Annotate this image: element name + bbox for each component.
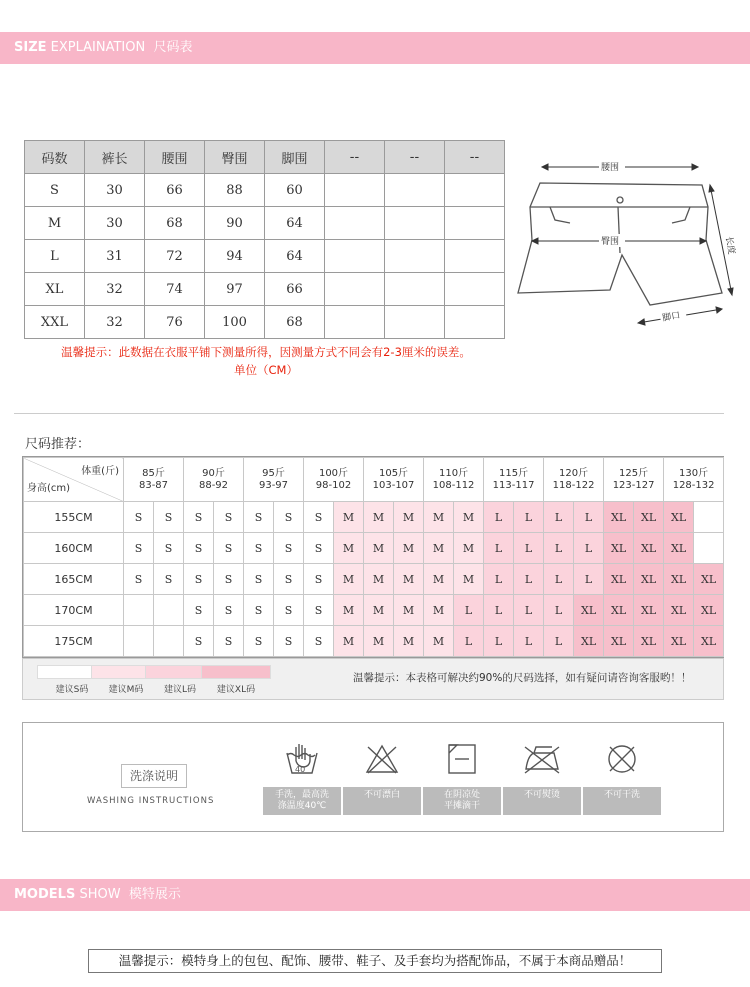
- rec-height-cell: 155CM: [24, 502, 124, 533]
- shorts-measurement-diagram: [510, 145, 745, 345]
- rec-size-cell: M: [334, 626, 364, 657]
- rec-weight-header: [424, 458, 484, 502]
- size-cell: [325, 174, 385, 207]
- accessory-disclaimer: 温馨提示：模特身上的包包、配饰、腰带、鞋子、及手套均为搭配饰品，不属于本商品赠品！: [88, 949, 662, 973]
- rec-size-cell: L: [544, 626, 574, 657]
- rec-weight-jin: 105斤: [378, 467, 409, 479]
- rec-weight-kg: 123-127: [612, 479, 655, 491]
- rec-size-cell: S: [244, 502, 274, 533]
- size-table: [24, 140, 505, 339]
- wash-label-2: 涤温度40℃: [277, 801, 327, 811]
- rec-size-cell: XL: [604, 564, 634, 595]
- rec-size-cell: [694, 533, 724, 564]
- rec-weight-kg: 98-102: [315, 479, 352, 491]
- size-header-cell: 码数: [25, 141, 85, 174]
- wash-label-1: 不可熨烫: [523, 790, 560, 800]
- rec-size-cell: [124, 595, 154, 626]
- rec-size-cell: S: [214, 626, 244, 657]
- rec-size-cell: S: [124, 564, 154, 595]
- rec-corner-cell: [24, 458, 124, 502]
- diagram-waist-label: 腰围: [601, 163, 620, 173]
- size-cell: 68: [265, 306, 325, 339]
- rec-size-cell: S: [184, 626, 214, 657]
- rec-weight-header: [664, 458, 724, 502]
- diagram-hem-label: 脚口: [661, 310, 682, 324]
- rec-size-cell: S: [214, 564, 244, 595]
- size-cell: [325, 273, 385, 306]
- rec-size-cell: S: [244, 595, 274, 626]
- rec-size-cell: S: [274, 595, 304, 626]
- rec-table-row: [24, 533, 724, 564]
- size-header-cell: --: [325, 141, 385, 174]
- size-cell: 31: [85, 240, 145, 273]
- rec-size-cell: XL: [664, 626, 694, 657]
- rec-size-cell: L: [544, 533, 574, 564]
- rec-height-cell: 160CM: [24, 533, 124, 564]
- rec-weight-kg: 113-117: [492, 479, 535, 491]
- rec-weight-header: [244, 458, 304, 502]
- no-bleach-icon: [364, 741, 400, 777]
- rec-size-cell: M: [424, 533, 454, 564]
- rec-size-cell: S: [244, 533, 274, 564]
- rec-size-cell: XL: [634, 564, 664, 595]
- rec-weight-jin: 130斤: [679, 467, 709, 479]
- size-header-cell: --: [445, 141, 505, 174]
- rec-size-cell: M: [364, 595, 394, 626]
- size-table-row: [25, 306, 505, 339]
- rec-size-cell: S: [304, 595, 334, 626]
- svg-text:40: 40: [295, 765, 306, 774]
- rec-size-cell: S: [124, 502, 154, 533]
- rec-size-cell: L: [514, 502, 544, 533]
- size-table-row: [25, 273, 505, 306]
- rec-size-cell: S: [214, 502, 244, 533]
- rec-weight-header: [484, 458, 544, 502]
- size-cell: 72: [145, 240, 205, 273]
- wash-label-1: 不可漂白: [363, 790, 400, 800]
- size-cell: XXL: [25, 306, 85, 339]
- rec-size-cell: M: [364, 564, 394, 595]
- size-cell: 90: [205, 207, 265, 240]
- rec-size-cell: S: [154, 502, 184, 533]
- rec-weight-jin: 90斤: [202, 467, 225, 479]
- size-table-row: [25, 207, 505, 240]
- rec-size-cell: XL: [664, 502, 694, 533]
- wash-item-no-dry-clean: [583, 739, 661, 815]
- size-recommend-panel: [22, 456, 724, 658]
- rec-size-cell: S: [274, 502, 304, 533]
- rec-size-cell: M: [334, 595, 364, 626]
- rec-size-cell: M: [364, 533, 394, 564]
- rec-size-cell: XL: [634, 533, 664, 564]
- rec-size-cell: L: [574, 502, 604, 533]
- rec-weight-jin: 95斤: [262, 467, 285, 479]
- size-cell: [445, 306, 505, 339]
- size-cell: [445, 240, 505, 273]
- wash-item-no-bleach: [343, 739, 421, 815]
- size-header-cell: 臀围: [205, 141, 265, 174]
- size-cell: 32: [85, 273, 145, 306]
- shorts-outline-icon: [510, 145, 745, 345]
- rec-size-cell: L: [574, 533, 604, 564]
- rec-size-cell: S: [304, 533, 334, 564]
- washing-panel: [22, 722, 724, 832]
- legend-label: 建议L码: [163, 685, 196, 695]
- rec-size-cell: S: [244, 626, 274, 657]
- size-cell: 66: [145, 174, 205, 207]
- size-cell: 74: [145, 273, 205, 306]
- rec-size-cell: XL: [694, 595, 724, 626]
- rec-size-cell: XL: [604, 502, 634, 533]
- rec-size-cell: XL: [664, 595, 694, 626]
- rec-size-cell: L: [514, 564, 544, 595]
- rec-size-cell: M: [364, 626, 394, 657]
- rec-weight-header: [304, 458, 364, 502]
- rec-size-cell: S: [304, 502, 334, 533]
- rec-weight-header: [184, 458, 244, 502]
- size-cell: S: [25, 174, 85, 207]
- rec-size-cell: M: [394, 564, 424, 595]
- rec-table-row: [24, 502, 724, 533]
- rec-weight-kg: 93-97: [258, 479, 289, 491]
- rec-size-cell: L: [544, 502, 574, 533]
- size-banner-bold: SIZE: [14, 40, 47, 55]
- size-cell: [385, 174, 445, 207]
- rec-size-cell: M: [424, 595, 454, 626]
- washing-title: 洗涤说明: [121, 764, 187, 788]
- rec-size-cell: [154, 595, 184, 626]
- rec-size-cell: XL: [694, 564, 724, 595]
- models-banner: [0, 879, 750, 911]
- rec-size-cell: L: [574, 564, 604, 595]
- rec-size-cell: S: [184, 564, 214, 595]
- wash-label-1: 不可干洗: [603, 790, 640, 800]
- rec-size-cell: S: [124, 533, 154, 564]
- size-cell: [385, 273, 445, 306]
- rec-size-cell: [124, 626, 154, 657]
- rec-size-cell: L: [454, 595, 484, 626]
- size-cell: XL: [25, 273, 85, 306]
- rec-size-cell: S: [214, 595, 244, 626]
- hand-wash-icon: [284, 741, 320, 777]
- size-cell: L: [25, 240, 85, 273]
- rec-weight-jin: 115斤: [499, 467, 529, 479]
- rec-size-cell: M: [364, 502, 394, 533]
- diagram-length-label: 长度: [723, 235, 737, 256]
- rec-size-cell: XL: [634, 502, 664, 533]
- wash-item-dry-flat: [423, 739, 501, 815]
- rec-weight-header: [604, 458, 664, 502]
- rec-size-cell: XL: [604, 595, 634, 626]
- rec-weight-jin: 125斤: [619, 467, 649, 479]
- size-cell: [445, 273, 505, 306]
- rec-size-cell: M: [424, 564, 454, 595]
- rec-size-cell: M: [454, 502, 484, 533]
- size-cell: 100: [205, 306, 265, 339]
- rec-height-cell: 165CM: [24, 564, 124, 595]
- rec-size-cell: XL: [664, 564, 694, 595]
- rec-size-cell: L: [484, 564, 514, 595]
- models-banner-en: SHOW: [79, 887, 121, 902]
- size-cell: 68: [145, 207, 205, 240]
- rec-size-cell: XL: [604, 626, 634, 657]
- size-banner-cn: 尺码表: [153, 40, 193, 55]
- size-cell: 32: [85, 306, 145, 339]
- rec-weight-jin: 110斤: [438, 467, 469, 479]
- rec-height-cell: 175CM: [24, 626, 124, 657]
- size-cell: 88: [205, 174, 265, 207]
- rec-size-cell: M: [394, 626, 424, 657]
- legend-label: 建议XL码: [216, 685, 256, 695]
- rec-weight-kg: 103-107: [372, 479, 415, 491]
- size-cell: 97: [205, 273, 265, 306]
- size-header-cell: 裤长: [85, 141, 145, 174]
- rec-weight-header: [124, 458, 184, 502]
- models-banner-cn: 模特展示: [128, 887, 181, 902]
- size-banner-en: EXPLAINATION: [50, 40, 146, 55]
- rec-size-cell: S: [274, 564, 304, 595]
- legend-label: 建议S码: [55, 685, 89, 695]
- size-cell: [445, 207, 505, 240]
- size-cell: 66: [265, 273, 325, 306]
- rec-table-row: [24, 564, 724, 595]
- size-cell: [385, 240, 445, 273]
- rec-size-cell: S: [184, 595, 214, 626]
- rec-size-cell: M: [334, 533, 364, 564]
- rec-size-cell: S: [184, 502, 214, 533]
- size-cell: M: [25, 207, 85, 240]
- rec-size-cell: XL: [664, 533, 694, 564]
- rec-table-row: [24, 626, 724, 657]
- size-recommend-table: [23, 457, 724, 657]
- rec-size-cell: L: [544, 595, 574, 626]
- size-banner: [0, 32, 750, 64]
- no-dry-clean-icon: [604, 741, 640, 777]
- rec-size-cell: S: [244, 564, 274, 595]
- rec-size-cell: S: [304, 626, 334, 657]
- rec-corner-height: 身高(cm): [27, 483, 71, 494]
- size-cell: 30: [85, 207, 145, 240]
- rec-weight-kg: 83-87: [138, 479, 169, 491]
- rec-weight-jin: 120斤: [559, 467, 589, 479]
- rec-height-cell: 170CM: [24, 595, 124, 626]
- size-cell: [325, 207, 385, 240]
- section-divider: [14, 413, 724, 414]
- size-cell: [385, 207, 445, 240]
- diagram-hip-label: 臀围: [601, 237, 620, 247]
- rec-size-cell: XL: [634, 626, 664, 657]
- size-note-line2: 单位（CM）: [234, 363, 298, 377]
- rec-size-cell: S: [304, 564, 334, 595]
- wash-label-1: 在阴凉处: [443, 790, 480, 800]
- size-cell: 76: [145, 306, 205, 339]
- wash-label-1: 手洗，最高洗: [274, 790, 329, 800]
- rec-size-cell: XL: [634, 595, 664, 626]
- rec-size-cell: M: [394, 502, 424, 533]
- size-table-row: [25, 240, 505, 273]
- rec-weight-kg: 128-132: [672, 479, 715, 491]
- rec-size-cell: M: [454, 564, 484, 595]
- size-cell: 64: [265, 207, 325, 240]
- rec-weight-jin: 85斤: [142, 467, 165, 479]
- rec-size-cell: L: [484, 595, 514, 626]
- legend-label: 建议M码: [108, 685, 144, 695]
- rec-size-cell: M: [394, 595, 424, 626]
- rec-weight-kg: 118-122: [552, 479, 595, 491]
- rec-size-cell: L: [514, 595, 544, 626]
- size-cell: 64: [265, 240, 325, 273]
- rec-weight-kg: 88-92: [198, 479, 229, 491]
- rec-size-cell: [694, 502, 724, 533]
- rec-table-row: [24, 595, 724, 626]
- size-header-cell: 腰围: [145, 141, 205, 174]
- rec-size-cell: [154, 626, 184, 657]
- rec-size-cell: M: [424, 626, 454, 657]
- rec-size-cell: L: [484, 502, 514, 533]
- legend-item: [201, 665, 271, 695]
- size-cell: [325, 306, 385, 339]
- rec-size-cell: XL: [574, 626, 604, 657]
- size-cell: [385, 306, 445, 339]
- rec-size-cell: S: [154, 533, 184, 564]
- rec-size-cell: S: [154, 564, 184, 595]
- rec-size-cell: M: [454, 533, 484, 564]
- rec-size-cell: L: [454, 626, 484, 657]
- washing-title-en: WASHING INSTRUCTIONS: [87, 796, 215, 806]
- wash-label-2: 平摊滴干: [443, 801, 480, 811]
- size-note-line1: 温馨提示：此数据在衣服平铺下测量所得，因测量方式不同会有2-3厘米的误差。: [61, 345, 471, 359]
- rec-size-cell: S: [214, 533, 244, 564]
- rec-size-cell: S: [184, 533, 214, 564]
- size-header-cell: 脚围: [265, 141, 325, 174]
- rec-size-cell: L: [484, 626, 514, 657]
- models-banner-bold: MODELS: [14, 887, 76, 902]
- size-cell: [445, 174, 505, 207]
- rec-size-cell: M: [334, 564, 364, 595]
- dry-flat-shade-icon: [444, 741, 480, 777]
- rec-size-cell: M: [334, 502, 364, 533]
- size-legend: [22, 658, 724, 700]
- rec-corner-weight: 体重(斤): [81, 466, 119, 477]
- rec-size-cell: S: [274, 626, 304, 657]
- wash-item-no-iron: [503, 739, 581, 815]
- rec-size-cell: L: [484, 533, 514, 564]
- rec-size-cell: L: [544, 564, 574, 595]
- rec-weight-header: [364, 458, 424, 502]
- rec-size-cell: XL: [574, 595, 604, 626]
- wash-item-hand-wash: [263, 739, 341, 815]
- rec-size-cell: L: [514, 626, 544, 657]
- size-cell: 94: [205, 240, 265, 273]
- rec-weight-header: [544, 458, 604, 502]
- recommend-title: 尺码推荐：: [25, 437, 91, 452]
- rec-weight-jin: 100斤: [318, 467, 349, 479]
- rec-size-cell: S: [274, 533, 304, 564]
- size-header-cell: --: [385, 141, 445, 174]
- legend-note: 温馨提示：本表格可解决约90%的尺码选择，如有疑问请咨询客服哟！！: [353, 672, 692, 684]
- size-cell: 30: [85, 174, 145, 207]
- rec-size-cell: XL: [604, 533, 634, 564]
- rec-size-cell: M: [394, 533, 424, 564]
- rec-weight-kg: 108-112: [432, 479, 475, 491]
- rec-size-cell: XL: [694, 626, 724, 657]
- no-iron-icon: [522, 741, 562, 777]
- size-table-row: [25, 174, 505, 207]
- legend-swatch: [201, 665, 271, 679]
- size-cell: 60: [265, 174, 325, 207]
- rec-size-cell: L: [514, 533, 544, 564]
- size-cell: [325, 240, 385, 273]
- rec-size-cell: M: [424, 502, 454, 533]
